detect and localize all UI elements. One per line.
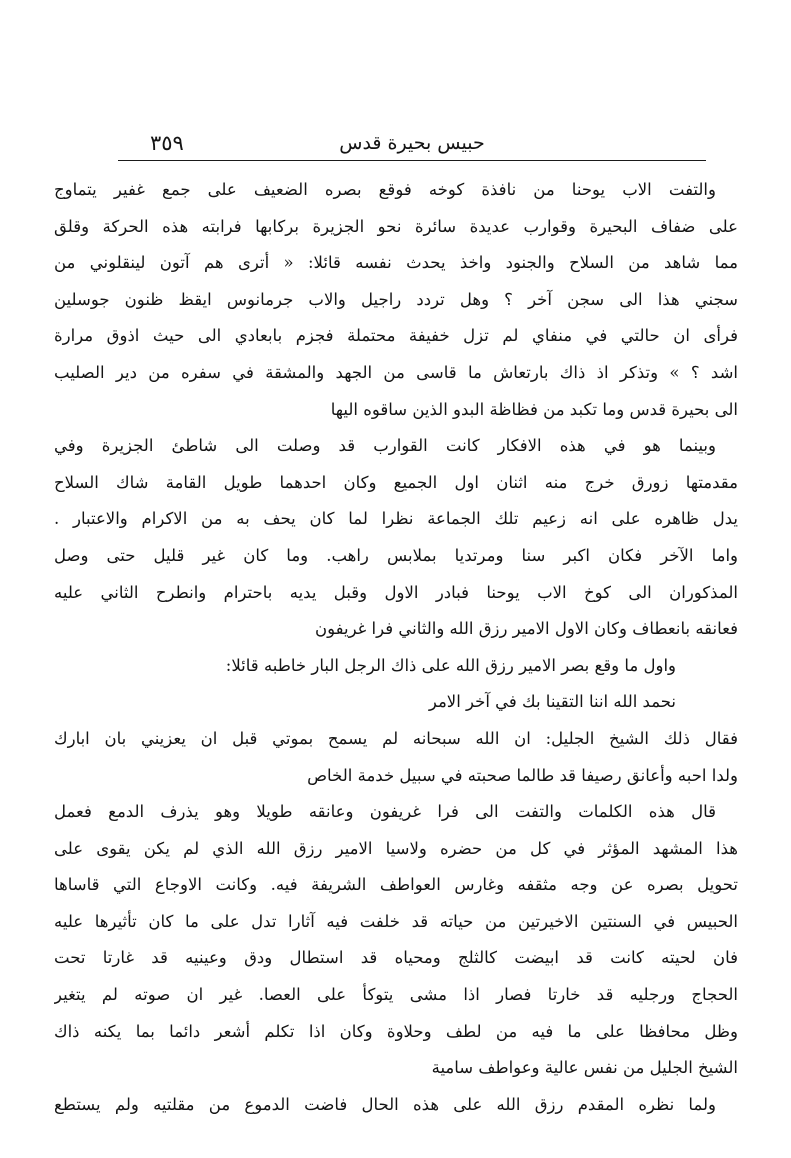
- text-line: واما الآخر فكان اكبر سنا ومرتديا بملابس راهب. وما كان غير قليل حتى وصل: [54, 545, 738, 565]
- text-line: يدل ظاهره على انه زعيم تلك الجماعة نظرا لما كان يحف به من الاكرام والاعتبار .: [54, 509, 738, 529]
- page-number: ٣٥٩: [150, 131, 184, 155]
- text-line: والتفت الاب يوحنا من نافذة كوخه فوقع بصره الضعيف على جمع غفير يتماوج: [54, 180, 716, 199]
- text-line: وبينما هو في هذه الافكار كانت القوارب قد وصلت الى شاطئ الجزيرة وفي: [54, 436, 716, 456]
- text-line: مما شاهد من السلاح والجنود واخذ يحدث نفسه قائلا: « أترى هم آتون لينقلوني من: [54, 253, 738, 273]
- running-title: حبيس بحيرة قدس: [339, 132, 485, 154]
- text-line: اشد ؟ » وتذكر اذ ذاك بارتعاش ما قاسى من الجهد والمشقة في سفره من دير الصليب: [54, 362, 738, 382]
- text-line: فرأى ان حالتي في منفاي لم تزل خفيفة محتملة فجزم بابعادي الى حيث اذوق مرارة: [54, 326, 738, 346]
- text-line: مقدمتها زورق خرج منه اثنان اول الجميع وكان احدهما طويل القامة شاك السلاح: [54, 472, 738, 492]
- text-line: فقال ذلك الشيخ الجليل: ان الله سبحانه لم يسمح بموتي قبل ان يعزيني بان ابارك: [54, 728, 738, 748]
- text-line: الحجاج ورجليه قد خارتا فصار اذا مشى يتوكأ على العصا. غير ان صوته لم يتغير: [54, 985, 738, 1005]
- text-line: هذا المشهد المؤثر في كل من حضره ولاسيا الامير رزق الله الذي لم يكن يقوى على: [54, 838, 738, 858]
- text-line: قال هذه الكلمات والتفت الى فرا غريفون وعانقه طويلا وهو يذرف الدمع فعمل: [54, 802, 716, 822]
- text-line: سجني هذا الى سجن آخر ؟ وهل تردد راجيل والاب جرمانوس ايقظ ظنون جوسلين: [54, 289, 738, 309]
- text-line: واول ما وقع بصر الامير رزق الله على ذاك الرجل البار خاطبه قائلا:: [225, 655, 676, 675]
- page-header: [118, 126, 706, 162]
- text-line: تحويل بصره عن وجه مثقفه وغارس العواطف الشريفة فيه. وكانت الاوجاع التي قاساها: [54, 875, 738, 895]
- text-line: المذكوران الى كوخ الاب يوحنا فبادر الاول وقبل يديه باحترام وانطرح الثاني عليه: [54, 582, 738, 602]
- text-line: فعانقه بانعطاف وكان الاول الامير رزق الله والثاني فرا غريفون: [314, 619, 738, 639]
- body-text: [54, 172, 738, 1123]
- text-line: وظل محافظا على ما فيه من لطف وحلاوة وكان اذا تكلم أشعر دائما بما يكنه ذاك: [54, 1021, 738, 1041]
- text-line: الشيخ الجليل من نفس عالية وعواطف سامية: [431, 1058, 738, 1078]
- text-line: الى بحيرة قدس وما تكبد من فظاظة البدو الذين ساقوه اليها: [330, 399, 738, 419]
- text-line: على ضفاف البحيرة وقوارب عديدة سائرة نحو الجزيرة بركابها فرابته هذه الحركة وقلق: [54, 216, 738, 236]
- text-line: ولدا احبه وأعانق رصيفا قد طالما صحبته في سبيل خدمة الخاص: [307, 765, 738, 785]
- text-line: نحمد الله اننا التقينا بك في آخر الامر: [428, 692, 676, 712]
- text-line: الحبيس في السنتين الاخيرتين من حياته قد خلفت فيه آثارا تدل على ما كان تأثيرها عليه: [54, 911, 738, 931]
- header-rule: [118, 160, 706, 161]
- text-line: فان لحيته كانت قد ابيضت كالثلج ومحياه قد استطال ودق وعينيه قد غارتا تحت: [54, 948, 738, 968]
- text-line: ولما نظره المقدم رزق الله على هذه الحال فاضت الدموع من مقلتيه ولم يستطع: [54, 1094, 716, 1114]
